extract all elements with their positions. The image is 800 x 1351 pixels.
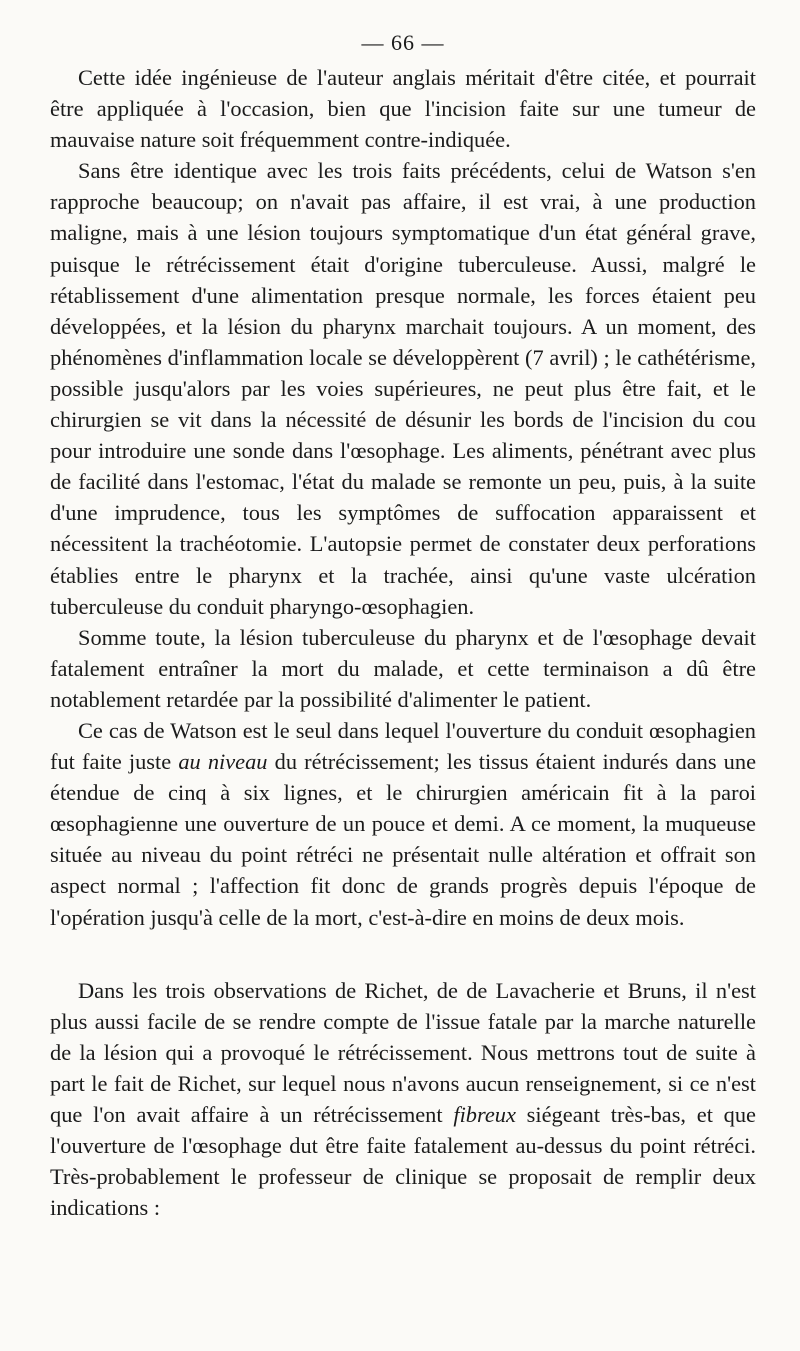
paragraph-tuberculous-lesion: Somme toute, la lésion tuberculeuse du pharynx et de l'œsophage devait fatalement entraîner la mort du malade, et cette terminaison a dû être notablement retardée par la possibilité d'alimenter le patient.	[50, 624, 756, 712]
paragraph-ingenious-idea: Cette idée ingénieuse de l'auteur anglais méritait d'être citée, et pourrait être appliquée à l'occasion, bien que l'incision faite sur une tumeur de mauvaise nature soit fréquemment contre-indiquée.	[50, 65, 756, 153]
italic-word: fibreux	[453, 1102, 516, 1127]
paragraph-text-before: Dans les trois observations de Richet, de de Lavacherie et Bruns, il n'est plus aussi facile de se rendre compte de l'issue fatale par la marche naturelle de la lésion qui a provoqué le rétrécissement. Nous mettrons tout de suite à part le fait de Richet, sur lequel nous n'avons aucun renseignement, si ce n'est que l'on avait affaire à un rétrécissement	[50, 977, 756, 1127]
paragraph-text-after: siégeant très-bas, et que l'ouverture de l'œsophage dut être faite fatalement au-dessus du point rétréci. Très-probablement le professeur de clinique se proposait de remplir deux indications :	[50, 1102, 756, 1221]
paragraph-three-observations	[50, 975, 756, 1224]
paragraph-text-after: du rétrécissement; les tissus étaient indurés dans une étendue de cinq à six lignes, et le chirurgien américain fit à la paroi œsophagienne une ouverture de un pouce et demi. A ce moment, la muqueuse située au niveau du point rétréci ne présentait nulle altération et offrait son aspect normal ; l'affection fit donc de grands progrès depuis l'époque de l'opération jusqu'à celle de la mort, c'est-à-dire en moins de deux mois.	[50, 749, 757, 930]
paragraph-watson-case: Sans être identique avec les trois faits précédents, celui de Watson s'en rapproche beaucoup; on n'avait pas affaire, il est vrai, à une production maligne, mais à une lésion toujours symptomatique d'un état général grave, puisque le rétrécissement était d'origine tuberculeuse. Aussi, malgré le rétablissement d'une alimentation presque normale, les forces étaient peu développées, et la lésion du pharynx marchait toujours. A un moment, des phénomènes d'inflammation locale se développèrent (7 avril) ; le cathétérisme, possible jusqu'alors par les voies supérieures, ne peut plus être fait, et le chirurgien se vit dans la nécessité de désunir les bords de l'incision du cou pour introduire une sonde dans l'œsophage. Les aliments, pénétrant avec plus de facilité dans l'estomac, l'état du malade se remonte un peu, puis, à la suite d'une imprudence, tous les symptômes de suffocation apparaissent et nécessitent la trachéotomie. L'autopsie permet de constater deux perforations établies entre le pharynx et la trachée, ainsi qu'une vaste ulcération tuberculeuse du conduit pharyngo-œsophagien.	[50, 158, 756, 619]
paragraph-watson-level	[50, 715, 756, 933]
italic-phrase: au niveau	[178, 749, 268, 775]
paragraph-text-before: Ce cas de Watson est le seul dans lequel l'ouverture du conduit œsophagien fut faite juste	[50, 717, 756, 775]
page-number: — 66 —	[361, 30, 445, 55]
